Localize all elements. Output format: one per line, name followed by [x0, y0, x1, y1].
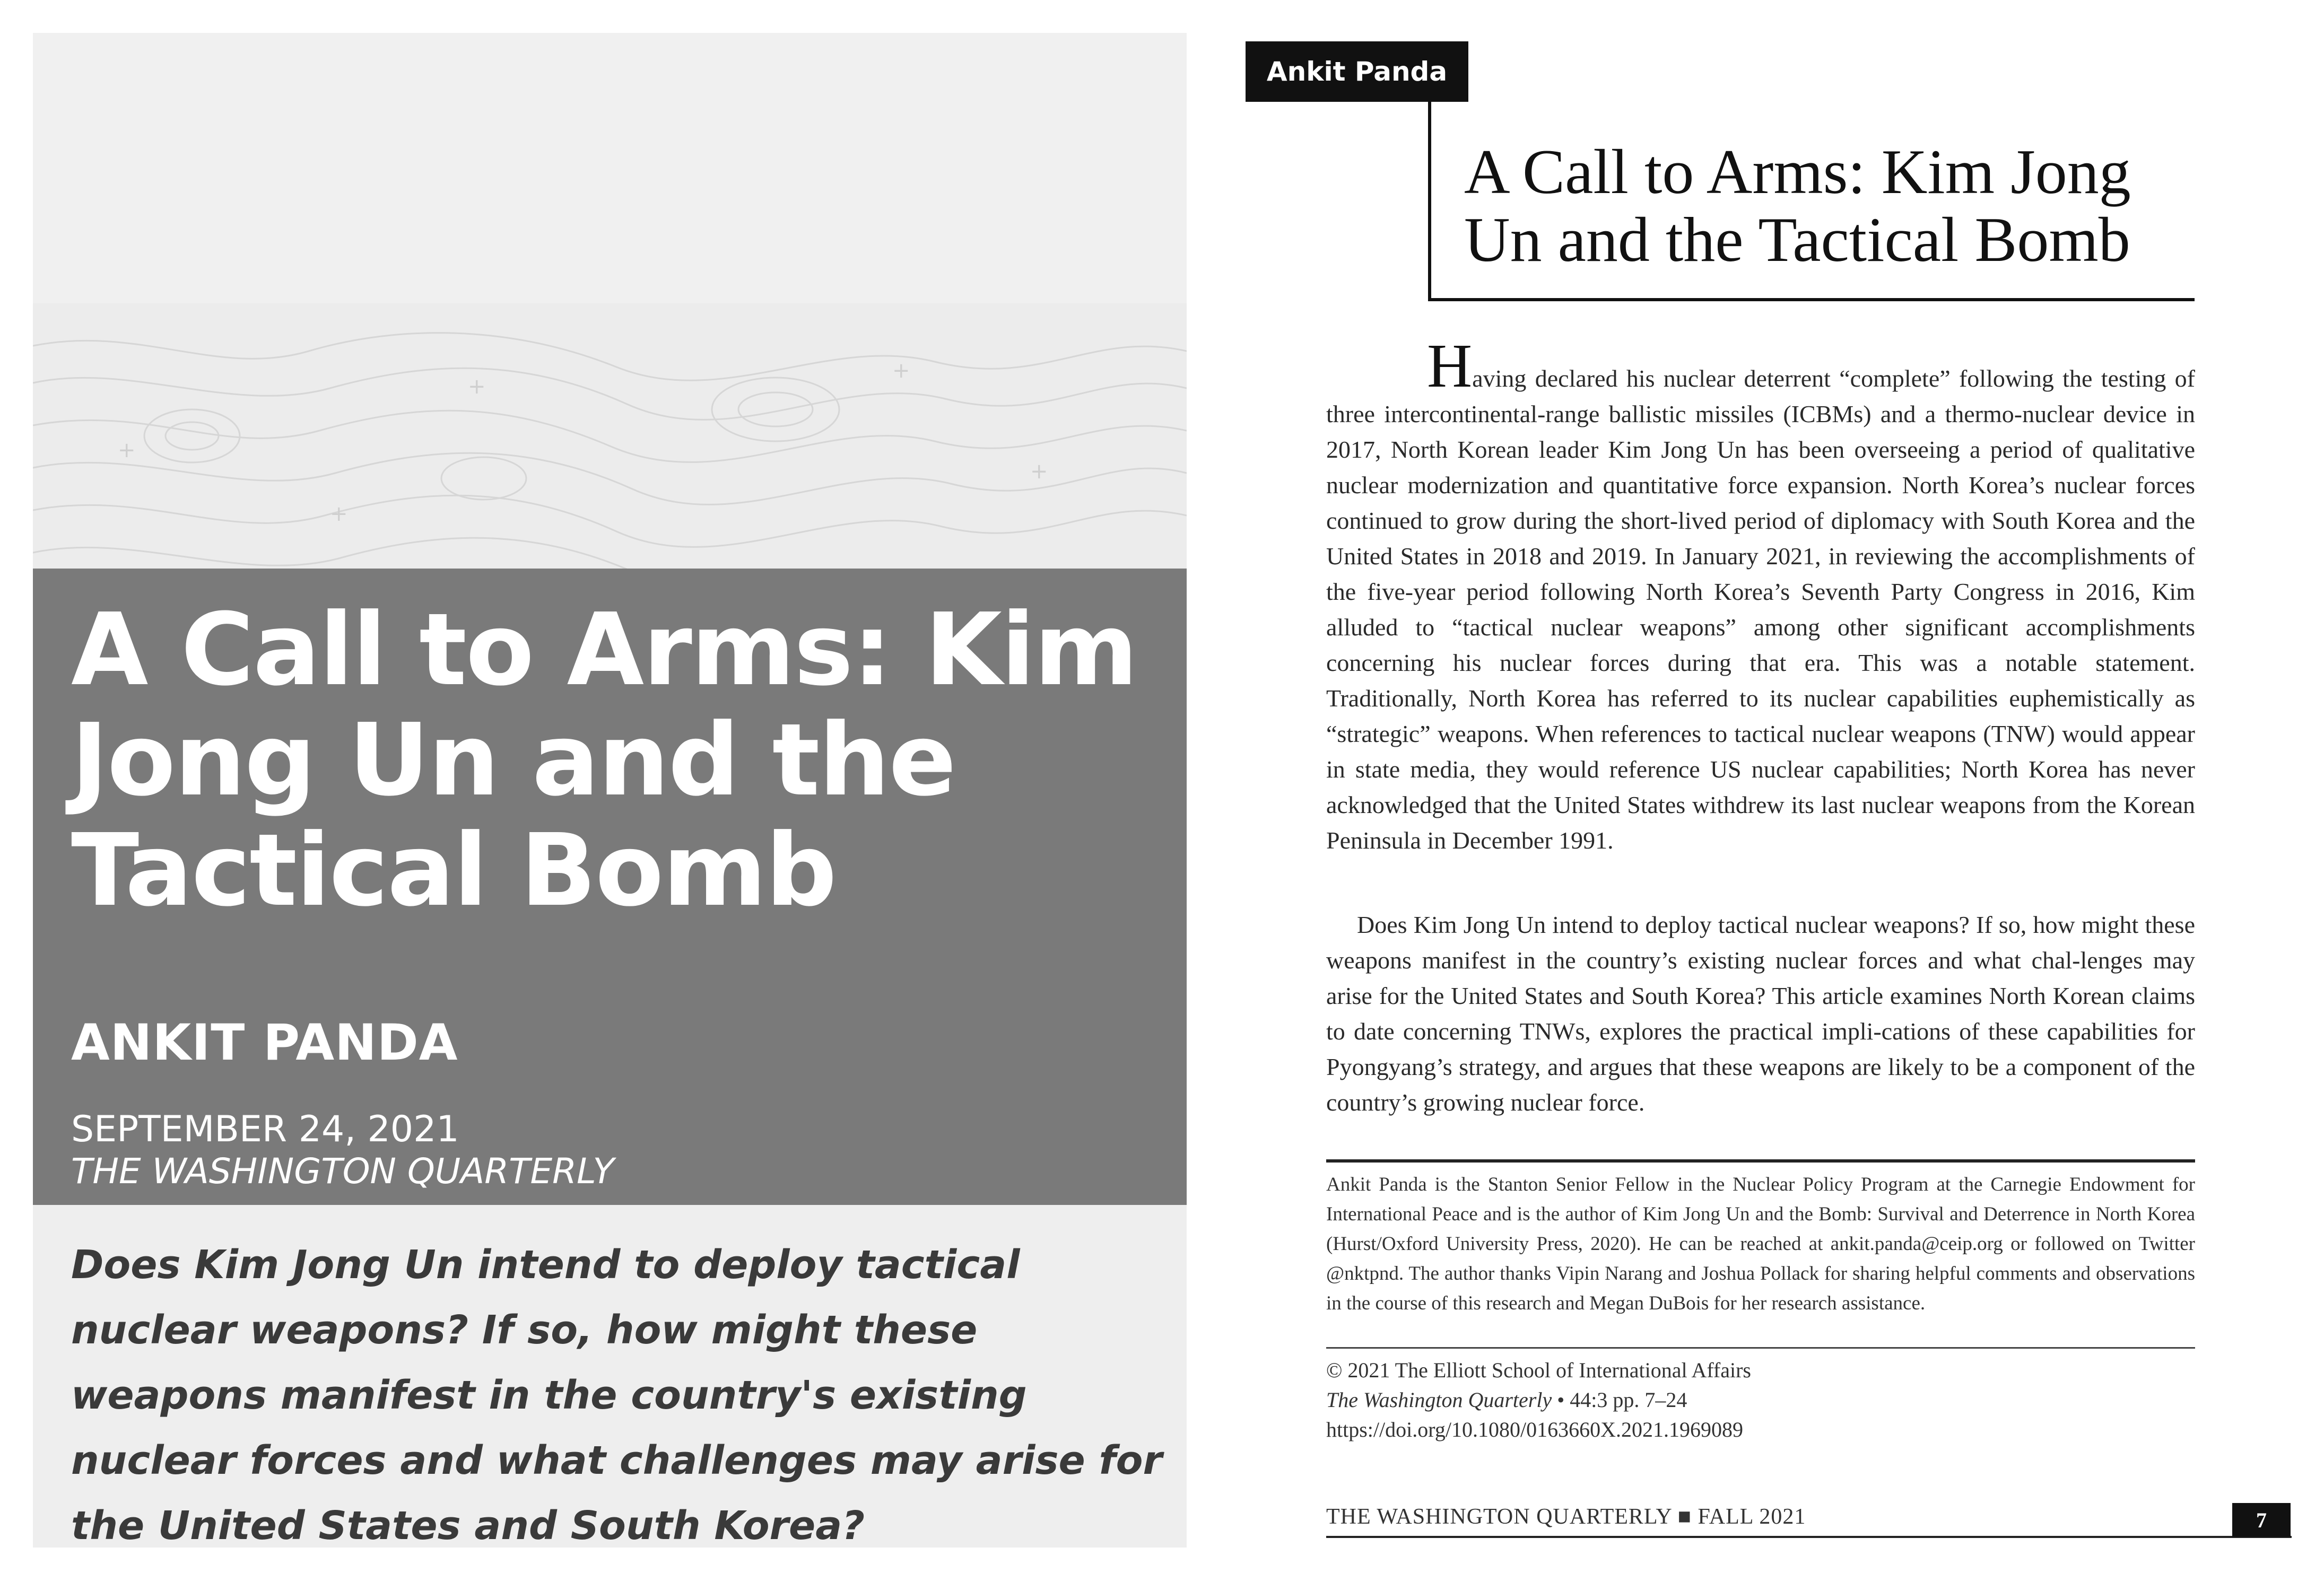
cover-panel	[33, 33, 1187, 1548]
title-frame-vertical-rule	[1428, 102, 1431, 301]
author-tab: Ankit Panda	[1246, 41, 1468, 102]
body-paragraph-2: Does Kim Jong Un intend to deploy tactical nuclear weapons? If so, how might these weapons manifest in the country’s existing nuclear forces and what chal-lenges may arise for the United States and South Korea? This article examines North Korean claims to date concerning TNWs, explores the practical impli-cations of these capabilities for Pyongyang’s strategy, and argues that these weapons are likely to be a component of the country’s growing nuclear force.	[1326, 911, 2195, 1116]
title-frame-horizontal-rule	[1428, 298, 2195, 301]
body-paragraph-1	[1326, 331, 2195, 858]
citation-journal: The Washington Quarterly	[1326, 1388, 1552, 1412]
footnote-rule	[1326, 1159, 2195, 1163]
topographic-lines-graphic	[33, 303, 1187, 569]
journal-page	[1236, 0, 2324, 1573]
copyright-line: © 2021 The Elliott School of International Affairs	[1326, 1358, 1751, 1382]
article-title: A Call to Arms: Kim Jong Un and the Tactical Bomb	[1464, 136, 2131, 275]
cover-date: SEPTEMBER 24, 2021	[71, 1108, 459, 1150]
svg-text:+: +	[468, 374, 486, 399]
cover-title-band	[33, 569, 1187, 1205]
citation-volume-pages: • 44:3 pp. 7–24	[1552, 1388, 1687, 1412]
running-footer: THE WASHINGTON QUARTERLY ■ FALL 2021	[1326, 1505, 1806, 1529]
author-footnote: Ankit Panda is the Stanton Senior Fellow in the Nuclear Policy Program at the Carnegie Endowment for International Peace and is the author of Kim Jong Un and the Bomb: Survival and Deterrence in North Korea (Hurst/Oxford University Press, 2020). He can be reached at ankit.panda@ceip.org or followed on Twitter @nktpnd. The author thanks Vipin Narang and Joshua Pollack for sharing helpful comments and observations in the course of this research and Megan DuBois for her research assistance.	[1326, 1174, 2195, 1314]
svg-text:+: +	[1030, 459, 1048, 484]
cover-topographic-pattern	[33, 303, 1187, 569]
footer-rule	[1326, 1536, 2292, 1538]
drop-cap: H	[1427, 331, 1473, 400]
cover-title: A Call to Arms: Kim Jong Un and the Tactical Bomb	[71, 592, 1137, 929]
cover-author: ANKIT PANDA	[71, 1014, 458, 1072]
cover-journal: THE WASHINGTON QUARTERLY	[71, 1151, 614, 1192]
cover-summary: Does Kim Jong Un intend to deploy tactical nuclear weapons? If so, how might these weapons manifest in the country's existing nuclear forces and what challenges may arise for the United States and South Korea?	[71, 1242, 1162, 1549]
paragraph-1-text: aving declared his nuclear deterrent “complete” following the testing of three intercontinental-range ballistic missiles (ICBMs) and a thermo-nuclear device in 2017, North Korean leader Kim Jong Un has been overseeing a period of qualitative nuclear modernization and quantitative force expansion. North Korea’s nuclear forces continued to grow during the short-lived period of diplomacy with South Korea and the United States in 2018 and 2019. In January 2021, in reviewing the accomplishments of the five-year period following North Korea’s Seventh Party Congress in 2016, Kim alluded to “tactical nuclear weapons” among other significant accomplishments concerning his nuclear forces during that era. This was a notable statement. Traditionally, North Korea has referred to its nuclear capabilities euphemistically as “strategic” weapons. When references to tactical nuclear weapons (TNW) would appear in state media, they would reference US nuclear capabilities; North Korea has never acknowledged that the United States withdrew its last nuclear weapons from the Korean Peninsula in December 1991.	[1326, 365, 2195, 854]
cover-top-blank	[33, 33, 1187, 303]
svg-text:+: +	[892, 359, 910, 383]
page-number: 7	[2232, 1503, 2291, 1537]
citation-line	[1326, 1387, 1687, 1412]
svg-text:+: +	[118, 438, 136, 462]
svg-text:+: +	[330, 502, 348, 526]
doi-link[interactable]: https://doi.org/10.1080/0163660X.2021.1969089	[1326, 1418, 1743, 1441]
pubinfo-rule	[1326, 1347, 2195, 1349]
